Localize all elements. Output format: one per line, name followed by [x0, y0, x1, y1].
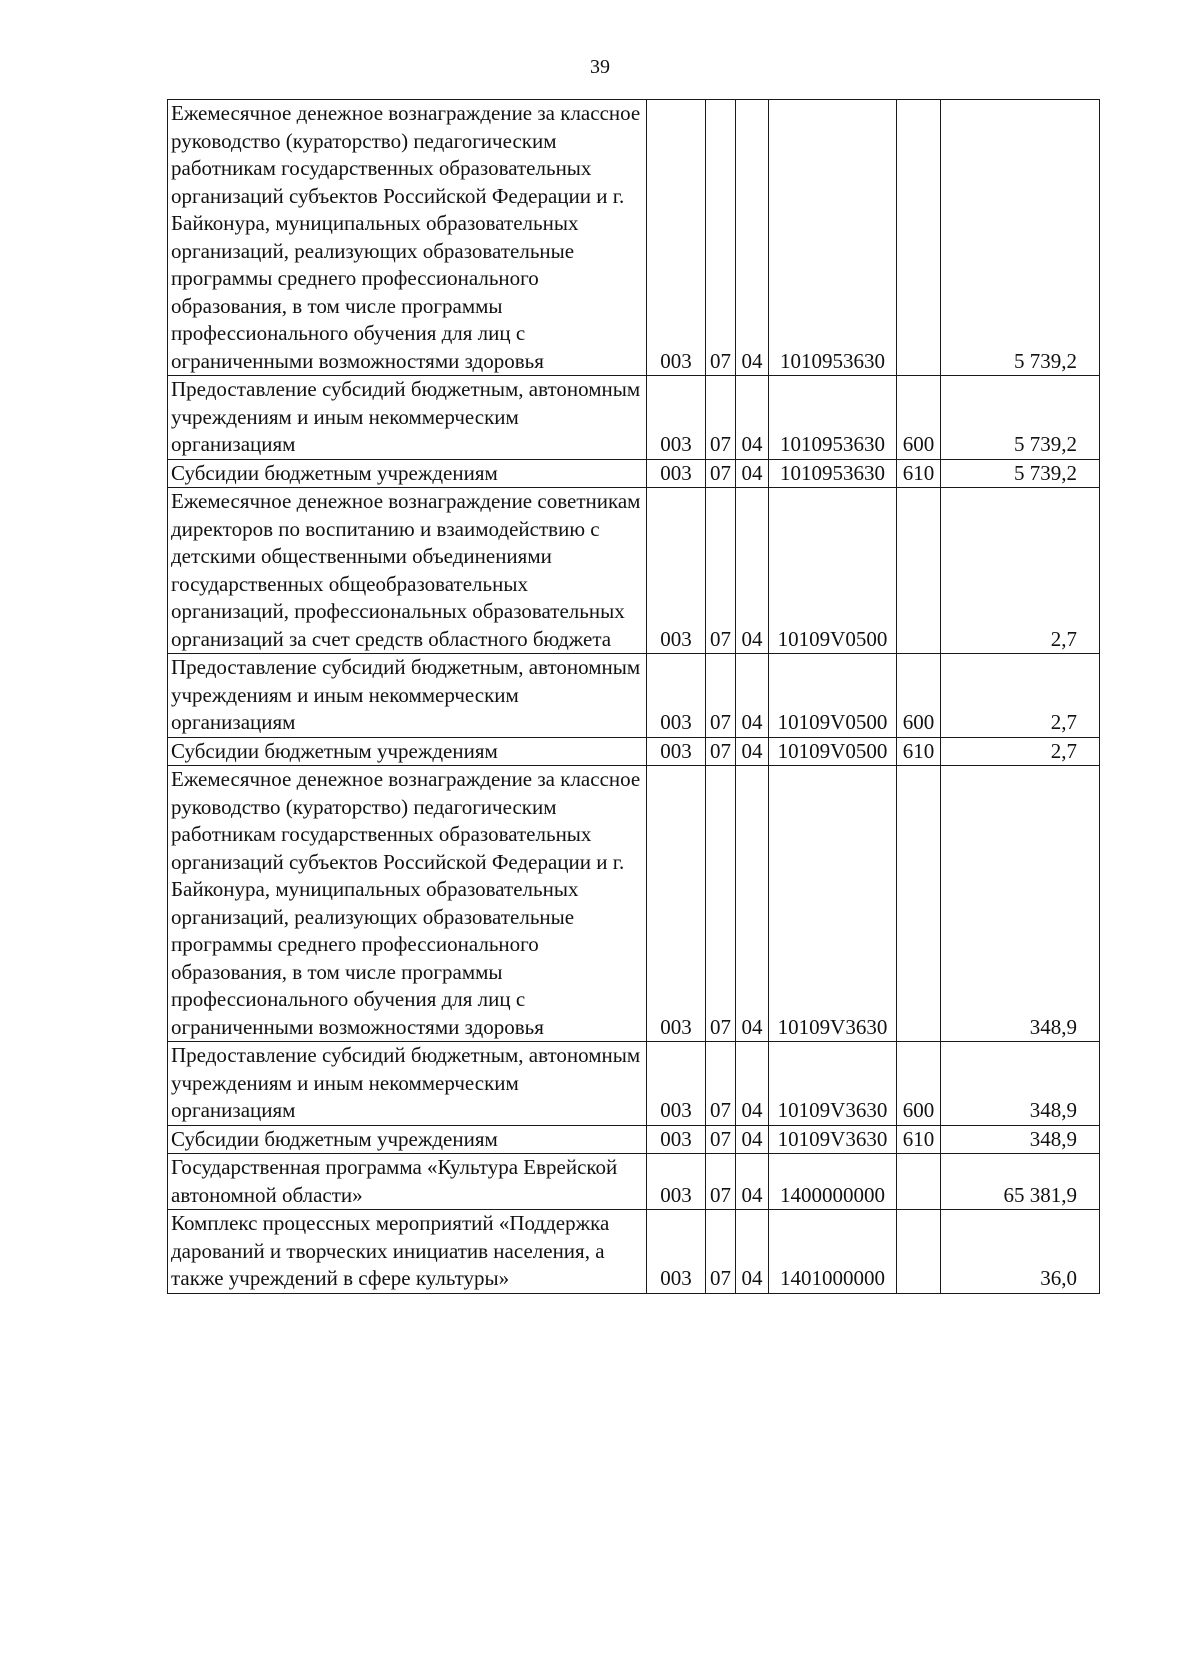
section-code: 07 — [706, 737, 736, 766]
table-row — [168, 1154, 1100, 1210]
amount: 348,9 — [941, 1125, 1100, 1154]
amount: 36,0 — [941, 1210, 1100, 1294]
item-name: Комплекс процессных мероприятий «Поддержка дарований и творческих инициатив населения, а также учреждений в сфере культуры» — [168, 1210, 647, 1294]
section-code: 07 — [706, 488, 736, 654]
amount: 5 739,2 — [941, 376, 1100, 460]
table-row — [168, 654, 1100, 738]
amount: 348,9 — [941, 766, 1100, 1042]
section-code: 07 — [706, 1125, 736, 1154]
table-row — [168, 1042, 1100, 1126]
section-code: 07 — [706, 376, 736, 460]
item-name: Ежемесячное денежное вознаграждение за классное руководство (кураторство) педагогическим работникам государственных образовательных организаций субъектов Российской Федерации и г. Байконура, муниципальных образовательных организаций, реализующих образовательные программы среднего профессионального образования, в том числе программы профессионального обучения для лиц с ограниченными возможностями здоровья — [168, 100, 647, 376]
admin-code: 003 — [647, 737, 706, 766]
admin-code: 003 — [647, 766, 706, 1042]
admin-code: 003 — [647, 459, 706, 488]
item-name: Субсидии бюджетным учреждениям — [168, 1125, 647, 1154]
expense-type-code: 610 — [897, 737, 941, 766]
subsection-code: 04 — [736, 459, 769, 488]
table-row — [168, 1210, 1100, 1294]
subsection-code: 04 — [736, 1154, 769, 1210]
table-row — [168, 766, 1100, 1042]
admin-code: 003 — [647, 1210, 706, 1294]
expense-type-code: 600 — [897, 376, 941, 460]
budget-table-body — [168, 100, 1100, 1294]
expense-type-code: 610 — [897, 459, 941, 488]
subsection-code: 04 — [736, 376, 769, 460]
item-name: Субсидии бюджетным учреждениям — [168, 459, 647, 488]
target-article-code: 1401000000 — [769, 1210, 897, 1294]
table-row — [168, 737, 1100, 766]
table-row — [168, 488, 1100, 654]
section-code: 07 — [706, 100, 736, 376]
amount: 2,7 — [941, 488, 1100, 654]
target-article-code: 10109V3630 — [769, 766, 897, 1042]
section-code: 07 — [706, 1154, 736, 1210]
admin-code: 003 — [647, 654, 706, 738]
amount: 65 381,9 — [941, 1154, 1100, 1210]
target-article-code: 10109V0500 — [769, 488, 897, 654]
item-name: Ежемесячное денежное вознаграждение за классное руководство (кураторство) педагогическим работникам государственных образовательных организаций субъектов Российской Федерации и г. Байконура, муниципальных образовательных организаций, реализующих образовательные программы среднего профессионального образования, в том числе программы профессионального обучения для лиц с ограниченными возможностями здоровья — [168, 766, 647, 1042]
target-article-code: 1010953630 — [769, 100, 897, 376]
expense-type-code: 600 — [897, 654, 941, 738]
expense-type-code — [897, 1154, 941, 1210]
amount: 2,7 — [941, 654, 1100, 738]
table-row — [168, 1125, 1100, 1154]
section-code: 07 — [706, 766, 736, 1042]
target-article-code: 10109V0500 — [769, 737, 897, 766]
amount: 5 739,2 — [941, 459, 1100, 488]
amount: 5 739,2 — [941, 100, 1100, 376]
item-name: Предоставление субсидий бюджетным, автономным учреждениям и иным некоммерческим организациям — [168, 376, 647, 460]
item-name: Государственная программа «Культура Еврейской автономной области» — [168, 1154, 647, 1210]
section-code: 07 — [706, 654, 736, 738]
table-row — [168, 100, 1100, 376]
target-article-code: 1010953630 — [769, 459, 897, 488]
subsection-code: 04 — [736, 766, 769, 1042]
section-code: 07 — [706, 1042, 736, 1126]
subsection-code: 04 — [736, 654, 769, 738]
section-code: 07 — [706, 1210, 736, 1294]
item-name: Субсидии бюджетным учреждениям — [168, 737, 647, 766]
subsection-code: 04 — [736, 1042, 769, 1126]
subsection-code: 04 — [736, 1210, 769, 1294]
section-code: 07 — [706, 459, 736, 488]
target-article-code: 10109V0500 — [769, 654, 897, 738]
admin-code: 003 — [647, 1125, 706, 1154]
admin-code: 003 — [647, 1042, 706, 1126]
expense-type-code: 610 — [897, 1125, 941, 1154]
target-article-code: 10109V3630 — [769, 1125, 897, 1154]
item-name: Предоставление субсидий бюджетным, автономным учреждениям и иным некоммерческим организациям — [168, 1042, 647, 1126]
subsection-code: 04 — [736, 1125, 769, 1154]
subsection-code: 04 — [736, 100, 769, 376]
expense-type-code — [897, 100, 941, 376]
table-row — [168, 376, 1100, 460]
target-article-code: 1010953630 — [769, 376, 897, 460]
admin-code: 003 — [647, 488, 706, 654]
admin-code: 003 — [647, 376, 706, 460]
expense-type-code — [897, 766, 941, 1042]
table-row — [168, 459, 1100, 488]
amount: 2,7 — [941, 737, 1100, 766]
budget-table — [167, 99, 1100, 1294]
expense-type-code — [897, 488, 941, 654]
target-article-code: 10109V3630 — [769, 1042, 897, 1126]
amount: 348,9 — [941, 1042, 1100, 1126]
subsection-code: 04 — [736, 737, 769, 766]
admin-code: 003 — [647, 1154, 706, 1210]
item-name: Предоставление субсидий бюджетным, автономным учреждениям и иным некоммерческим организациям — [168, 654, 647, 738]
expense-type-code — [897, 1210, 941, 1294]
page-number: 39 — [590, 56, 610, 78]
target-article-code: 1400000000 — [769, 1154, 897, 1210]
admin-code: 003 — [647, 100, 706, 376]
subsection-code: 04 — [736, 488, 769, 654]
item-name: Ежемесячное денежное вознаграждение советникам директоров по воспитанию и взаимодействию с детскими общественными объединениями государственных общеобразовательных организаций, профессиональных образовательных организаций за счет средств областного бюджета — [168, 488, 647, 654]
expense-type-code: 600 — [897, 1042, 941, 1126]
